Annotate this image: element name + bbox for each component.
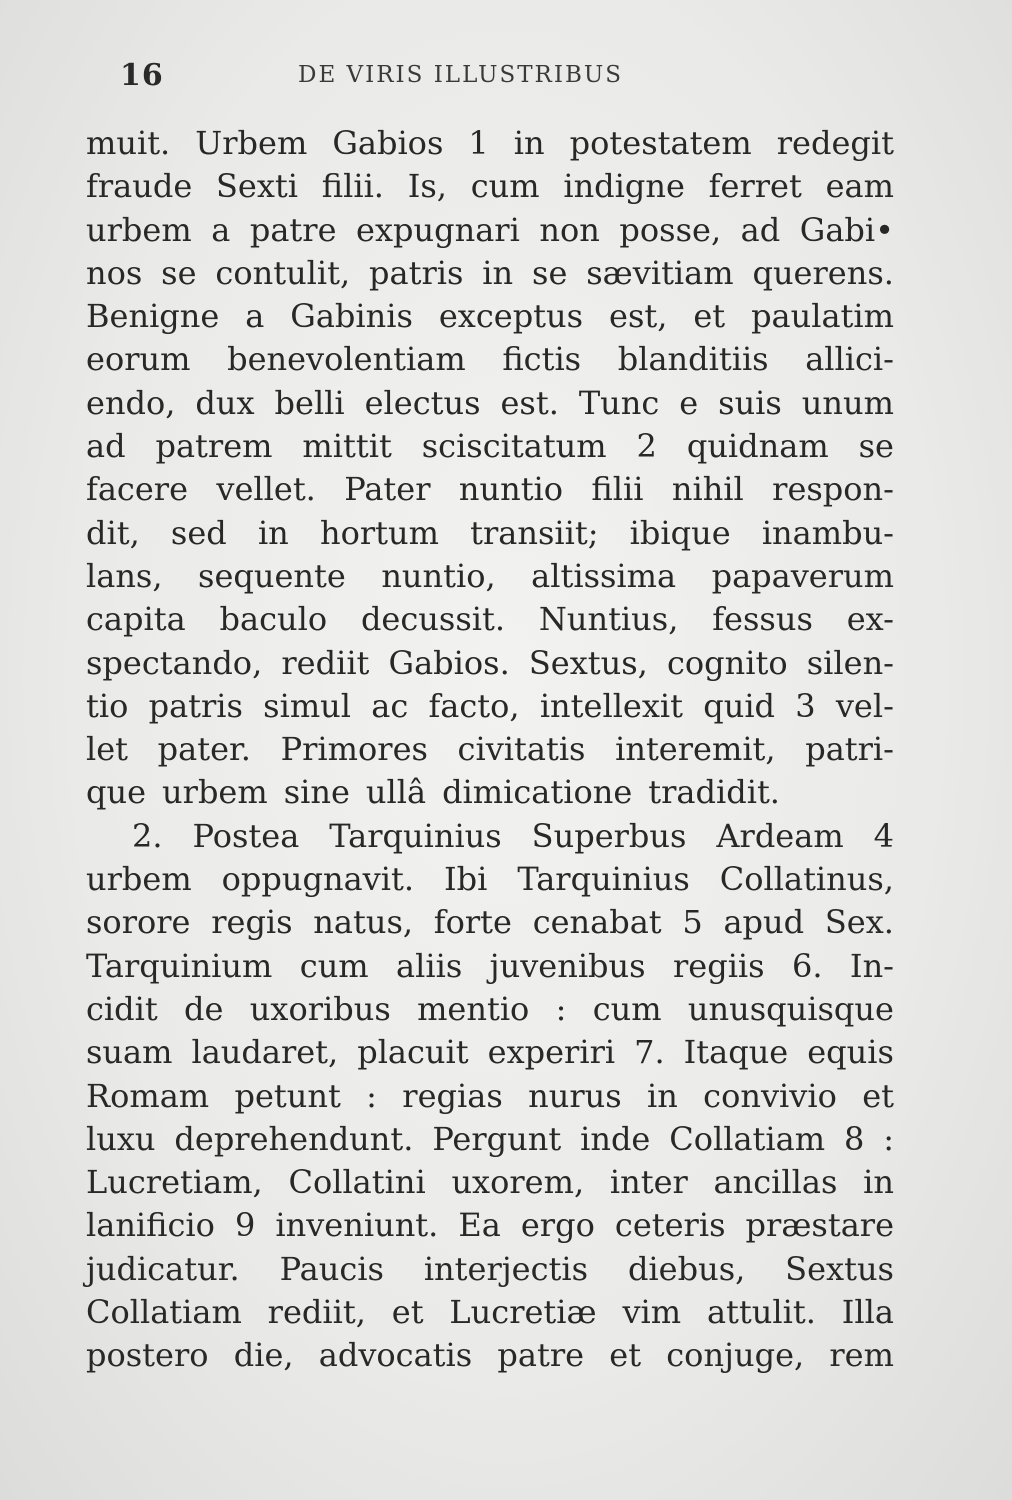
text-line: postero die, advocatis patre et conjuge, rem [86,1336,894,1375]
text-line: judicatur. Paucis interjectis diebus, Sextus [86,1249,894,1288]
text-line: que urbem sine ullâ dimicatione tradidit. [86,773,780,812]
text-line: dit, sed in hortum transiit; ibique inambu- [86,513,894,552]
page-header [80,58,900,98]
text-line: ad patrem mittit sciscitatum 2 quidnam se [86,427,894,466]
body-text [86,122,894,1378]
text-line: Benigne a Gabinis exceptus est, et paulatim [86,297,894,336]
text-line: endo, dux belli electus est. Tunc e suis unum [86,383,894,422]
text-line: muit. Urbem Gabios 1 in potestatem redegit [86,124,894,162]
text-line: Collatiam rediit, et Lucretiæ vim attulit. Illa [86,1293,894,1332]
text-line: Tarquinium cum aliis juvenibus regiis 6. In- [86,946,894,985]
text-line: Romam petunt : regias nurus in convivio et [86,1076,894,1115]
text-line: let pater. Primores civitatis interemit, patri- [86,730,894,769]
text-line: facere vellet. Pater nuntio filii nihil respon- [86,470,894,509]
text-line: sorore regis natus, forte cenabat 5 apud Sex. [86,903,894,942]
paragraph-start-line: 2. Postea Tarquinius Superbus Ardeam 4 [132,816,894,855]
text-line: spectando, rediit Gabios. Sextus, cognito silen- [86,643,894,682]
page-number: 16 [120,58,164,93]
text-line: luxu deprehendunt. Pergunt inde Collatiam 8 : [86,1119,894,1158]
text-line: suam laudaret, placuit experiri 7. Itaque equis [86,1033,894,1072]
text-line: Lucretiam, Collatini uxorem, inter ancillas in [86,1163,894,1202]
text-line: eorum benevolentiam fictis blanditiis allici- [86,340,894,379]
text-line: urbem a patre expugnari non posse, ad Gabi• [86,210,894,249]
text-line: capita baculo decussit. Nuntius, fessus ex- [86,600,894,639]
text-line: urbem oppugnavit. Ibi Tarquinius Collatinus, [86,860,894,899]
text-line: tio patris simul ac facto, intellexit quid 3 vel- [86,686,894,725]
text-line: nos se contulit, patris in se sævitiam querens. [86,253,894,292]
text-line: lanificio 9 inveniunt. Ea ergo ceteris præstare [86,1206,894,1245]
running-title: DE VIRIS ILLUSTRIBUS [298,62,624,88]
text-line: fraude Sexti filii. Is, cum indigne ferret eam [86,167,894,206]
text-line: lans, sequente nuntio, altissima papaverum [86,556,894,595]
text-line: cidit de uxoribus mentio : cum unusquisque [86,989,894,1028]
